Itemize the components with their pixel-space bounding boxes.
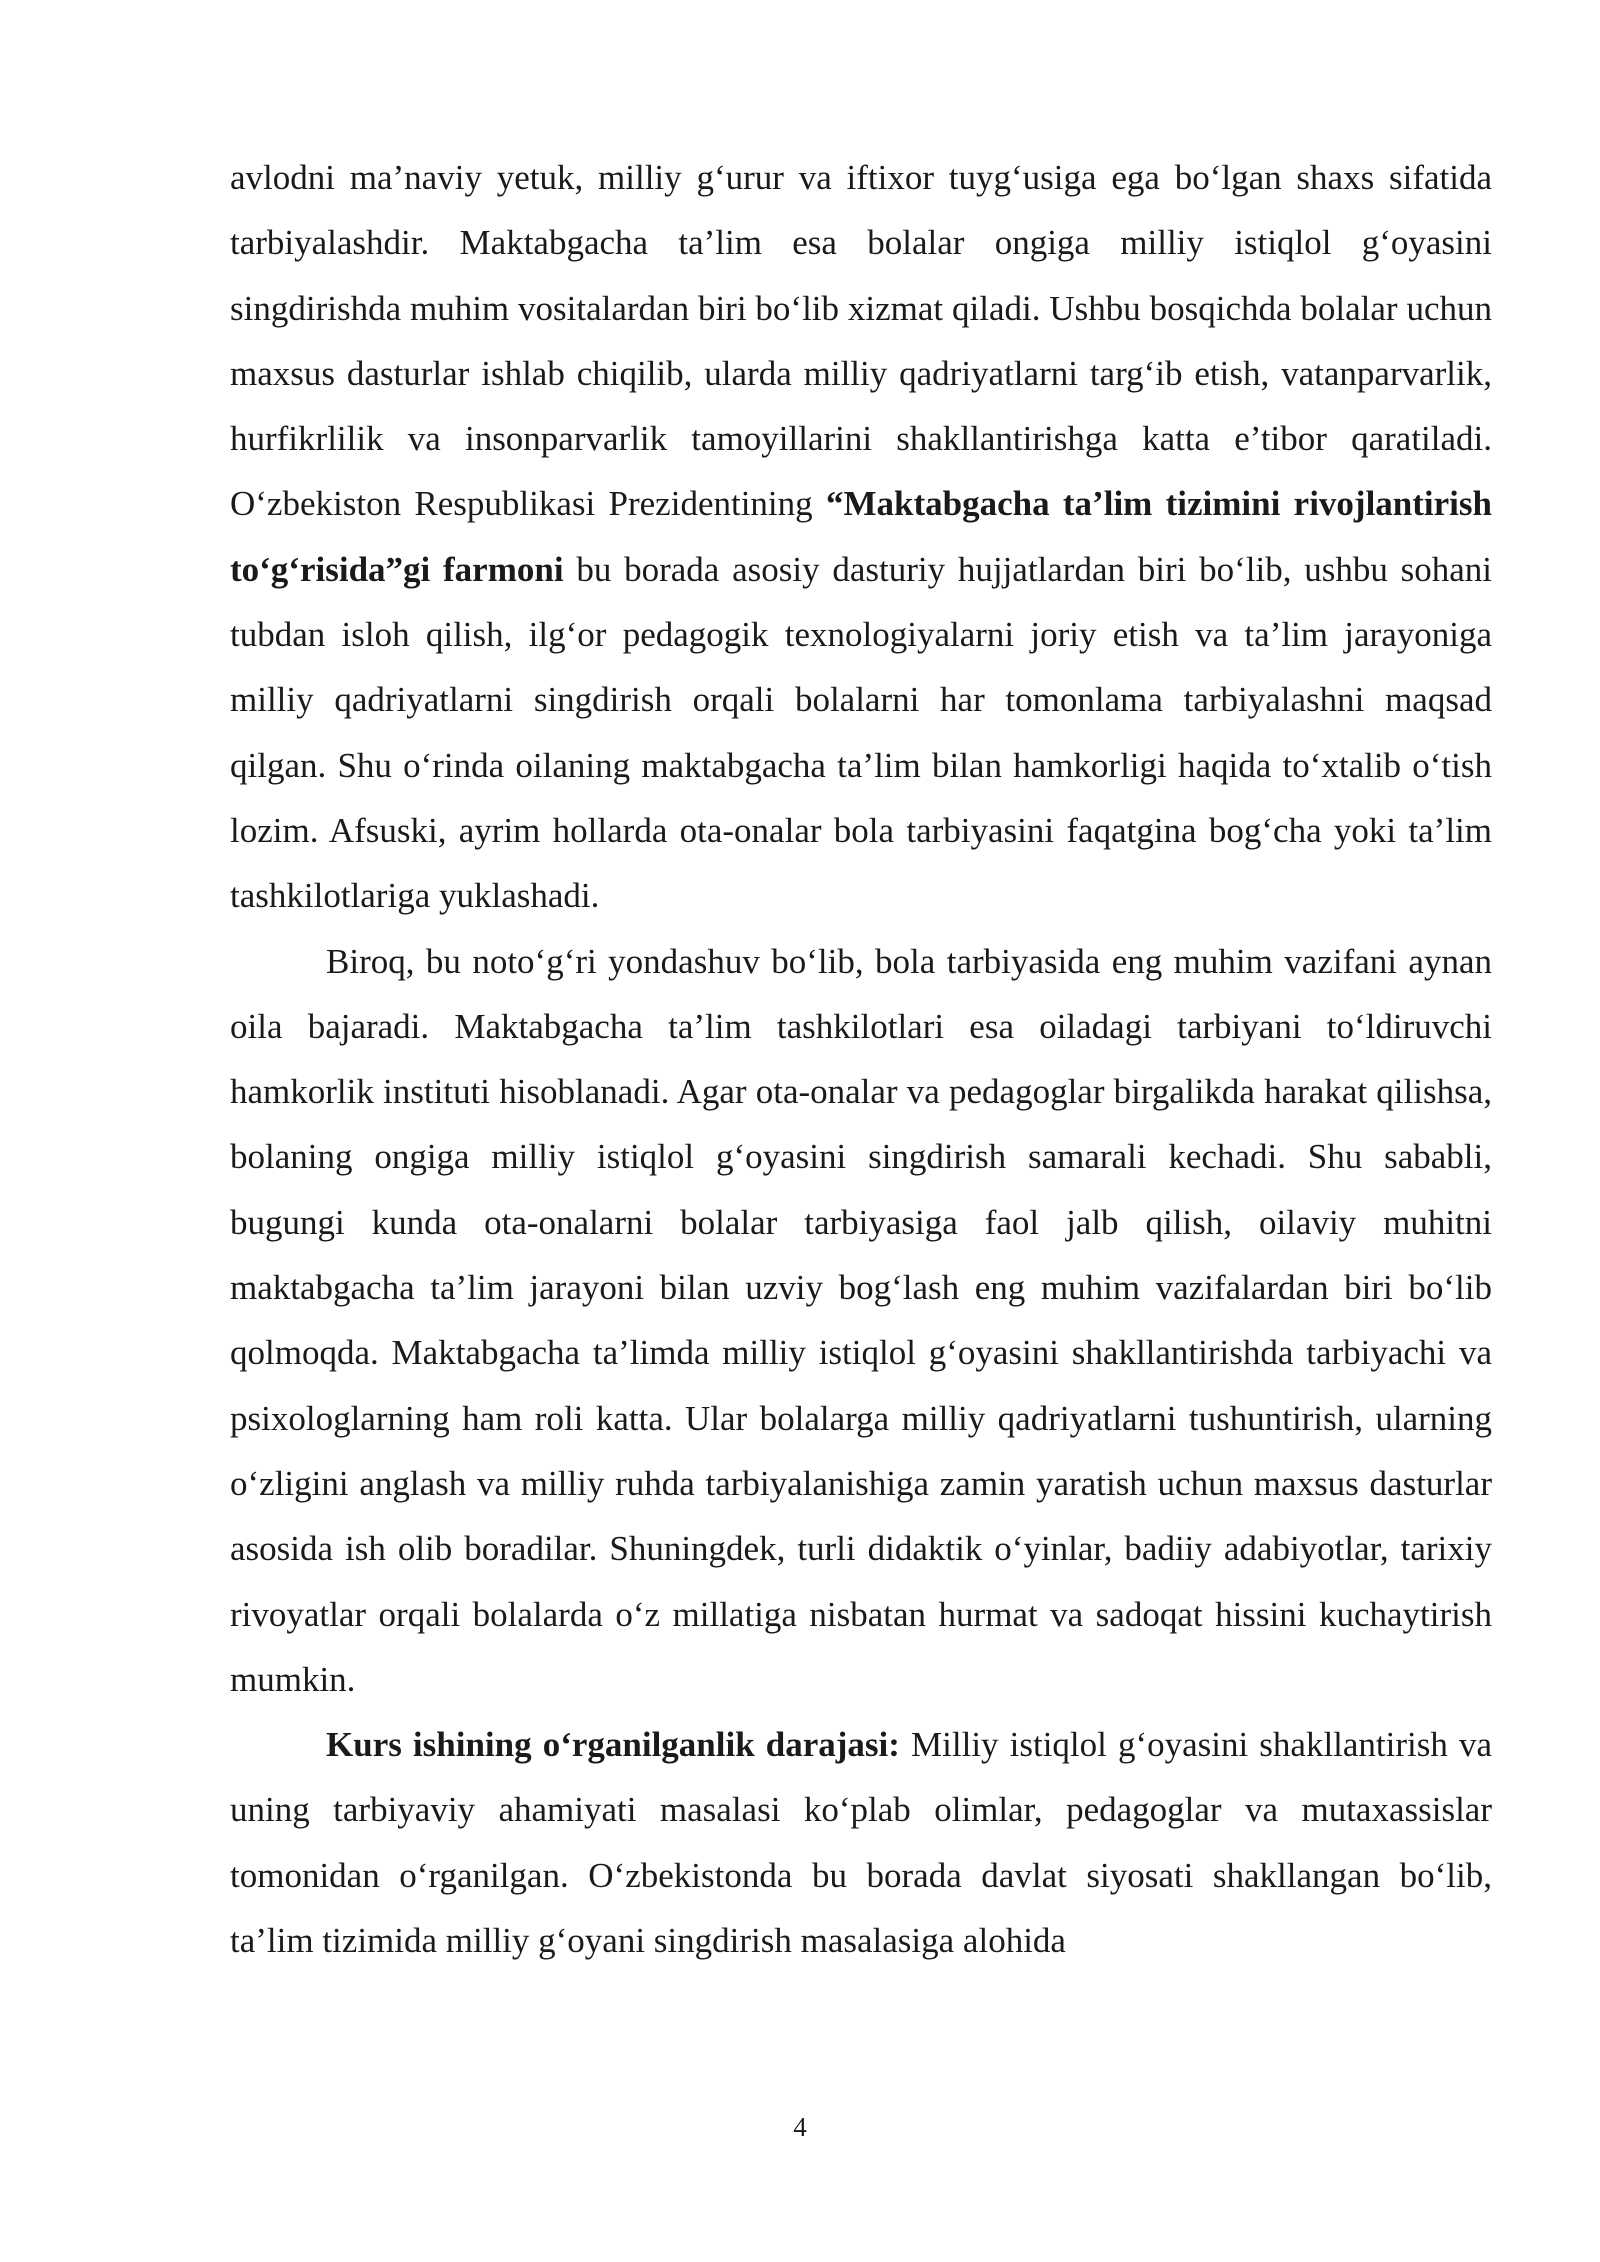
- document-page: [230, 145, 1492, 1973]
- paragraph-1-text-b: bu borada asosiy dasturiy hujjatlardan biri bo‘lib, ushbu sohani tubdan isloh qilish, ilg‘or pedagogik texnologiyalarni joriy etish va ta’lim jarayoniga milliy qadriyatlarni singdirish orqali bolalarni har tomonlama tarbiyalashni maqsad qilgan. Shu o‘rinda oilaning maktabgacha ta’lim bilan hamkorligi haqida to‘xtalib o‘tish lozim. Afsuski, ayrim hollarda ota-onalar bola tarbiyasini faqatgina bog‘cha yoki ta’lim tashkilotlariga yuklashadi.: [230, 549, 1492, 916]
- page-number: 4: [793, 2112, 807, 2142]
- paragraph-1: [230, 145, 1492, 929]
- decree-title: “Maktabgacha ta’lim tizimini rivojlantirish to‘g‘risida”gi farmoni: [230, 484, 1492, 589]
- paragraph-3-text: Milliy istiqlol g‘oyasini shakllantirish va uning tarbiyaviy ahamiyati masalasi ko‘plab olimlar, pedagoglar va mutaxassislar tomonidan o‘rganilgan. O‘zbekistonda bu borada davlat siyosati shakllangan bo‘lib, ta’lim tizimida milliy g‘oyani singdirish masalasiga alohida: [230, 1725, 1493, 1961]
- paragraph-2: Biroq, bu noto‘g‘ri yondashuv bo‘lib, bola tarbiyasida eng muhim vazifani aynan oila bajaradi. Maktabgacha ta’lim tashkilotlari esa oiladagi tarbiyani to‘ldiruvchi hamkorlik instituti hisoblanadi. Agar ota-onalar va pedagoglar birgalikda harakat qilishsa, bolaning ongiga milliy istiqlol g‘oyasini singdirish samarali kechadi. Shu sababli, bugungi kunda ota-onalarni bolalar tarbiyasiga faol jalb qilish, oilaviy muhitni maktabgacha ta’lim jarayoni bilan uzviy bog‘lash eng muhim vazifalardan biri bo‘lib qolmoqda. Maktabgacha ta’limda milliy istiqlol g‘oyasini shakllantirishda tarbiyachi va psixologlarning ham roli katta. Ular bolalarga milliy qadriyatlarni tushuntirish, ularning o‘zligini anglash va milliy ruhda tarbiyalanishiga zamin yaratish uchun maxsus dasturlar asosida ish olib boradilar. Shuningdek, turli didaktik o‘yinlar, badiiy adabiyotlar, tarixiy rivoyatlar orqali bolalarda o‘z millatiga nisbatan hurmat va sadoqat hissini kuchaytirish mumkin.: [230, 941, 1492, 1699]
- paragraph-1-text-a: avlodni ma’naviy yetuk, milliy g‘urur va iftixor tuyg‘usiga ega bo‘lgan shaxs sifatida tarbiyalashdir. Maktabgacha ta’lim esa bolalar ongiga milliy istiqlol g‘oyasini singdirishda muhim vositalardan biri bo‘lib xizmat qiladi. Ushbu bosqichda bolalar uchun maxsus dasturlar ishlab chiqilib, ularda milliy qadriyatlarni targ‘ib etish, vatanparvarlik, hurfikrlilik va insonparvarlik tamoyillarini shakllantirishga katta e’tibor qaratiladi. O‘zbekiston Respublikasi Prezidentining: [230, 158, 1492, 524]
- paragraph-3: [230, 1712, 1492, 1973]
- section-heading: Kurs ishining o‘rganilganlik darajasi:: [326, 1725, 900, 1765]
